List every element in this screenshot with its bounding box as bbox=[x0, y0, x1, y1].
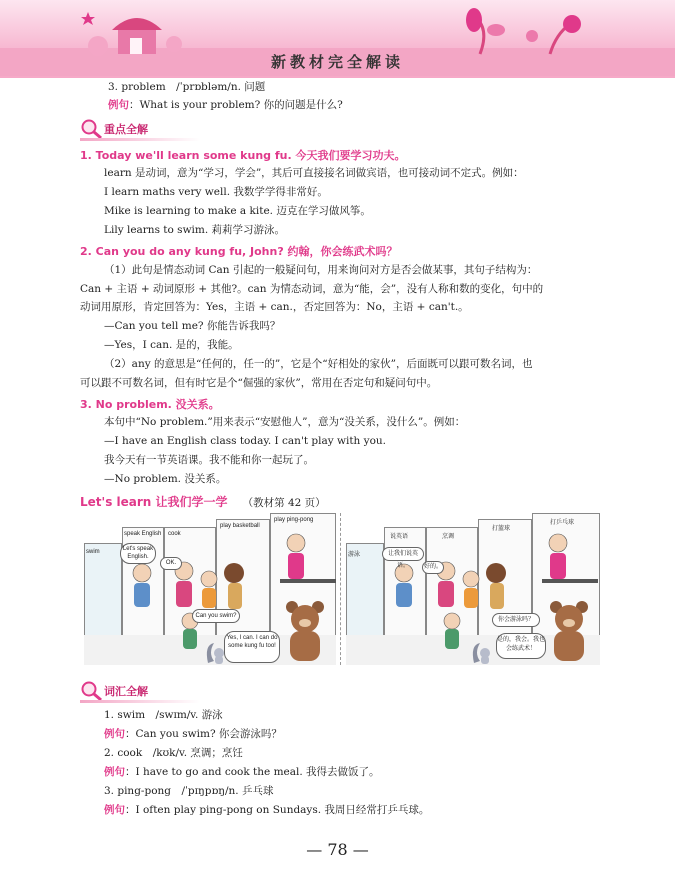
example-text: ：I often play ping-pong on Sundays. 我周日经常打乒乓球。 bbox=[125, 804, 430, 816]
bubble-lets-speak-english-cn: 让我们说英语。 bbox=[382, 547, 424, 561]
top-vocab-example bbox=[108, 98, 343, 112]
bear-icon bbox=[544, 599, 594, 665]
illustration-english bbox=[84, 513, 336, 665]
point-1-line-3: Mike is learning to make a kite. 迈克在学习做风筝。 bbox=[104, 205, 371, 217]
magnifier-icon bbox=[80, 680, 104, 702]
point-2-line-2: Can + 主语 + 动词原形 + 其他?。can 为情态动词，意为“能，会”，没有人称和数的变化，句中的 bbox=[80, 283, 544, 295]
squirrel-icon bbox=[470, 641, 492, 665]
point-2-line-1: （1）此句是情态动词 Can 引起的一般疑问句，用来询问对方是否会做某事，其句子结构为： bbox=[104, 264, 538, 276]
vocab-example bbox=[104, 803, 429, 817]
tag-speak-english: speak English bbox=[124, 531, 162, 537]
tag-swim-cn: 游泳 bbox=[348, 552, 361, 558]
bubble-yes-i-can-cn: 是的，我会。我也会练武术！ bbox=[496, 633, 546, 659]
lets-learn-heading bbox=[80, 491, 326, 510]
vocab-example bbox=[104, 765, 380, 779]
point-2-line-3: 动词用原形，肯定回答为：Yes，主语 + can.，否定回答为：No，主语 + can't.。 bbox=[80, 301, 469, 313]
example-label: 例句 bbox=[108, 99, 129, 111]
example-label: 例句 bbox=[104, 728, 125, 740]
page-header-title: 新教材完全解读 bbox=[270, 53, 404, 71]
point-3-line-4: —No problem. 没关系。 bbox=[104, 473, 227, 485]
example-text: ：I have to go and cook the meal. 我得去做饭了。 bbox=[125, 766, 380, 778]
illustration-chinese bbox=[346, 513, 600, 665]
tag-swim: swim bbox=[86, 549, 100, 555]
bubble-can-you-swim-cn: 你会游泳吗？ bbox=[492, 613, 540, 627]
point-3-title: 3. No problem. 没关系。 bbox=[80, 398, 220, 411]
tag-speak-english-cn: 说英语 bbox=[390, 534, 409, 540]
magnifier-icon bbox=[80, 118, 104, 140]
top-vocab-word: 3. problem /ˈprɒbləm/n. 问题 bbox=[108, 81, 266, 93]
lets-learn-title: Let's learn 让我们学一学 bbox=[80, 495, 228, 509]
tag-play-basketball: play basketball bbox=[220, 523, 260, 529]
section-title-vocabulary: 词汇全解 bbox=[104, 685, 148, 698]
bear-icon bbox=[280, 599, 330, 665]
illustration-divider bbox=[340, 513, 342, 665]
tag-play-ping-pong-cn: 打乒乓球 bbox=[550, 520, 575, 526]
point-2-line-6: （2）any 的意思是“任何的，任一的”，它是个“好相处的家伙”，后面既可以跟可数名词，也 bbox=[104, 358, 533, 370]
point-1-line-1: learn 是动词，意为“学习，学会”，其后可直接接名词做宾语，也可接动词不定式。例如： bbox=[104, 167, 524, 179]
bubble-can-you-swim: Can you swim? bbox=[192, 609, 240, 623]
bubble-ok: OK. bbox=[160, 557, 182, 570]
page-number: — 78 — bbox=[306, 840, 369, 859]
section-title-key-points: 重点全解 bbox=[104, 123, 148, 136]
point-1-line-4: Lily learns to swim. 莉莉学习游泳。 bbox=[104, 224, 286, 236]
vocab-word: 1. swim /swɪm/v. 游泳 bbox=[104, 709, 223, 721]
vocab-example bbox=[104, 727, 282, 741]
point-2-line-7: 可以跟不可数名词，但有时它是个“倔强的家伙”，常用在否定句和疑问句中。 bbox=[80, 377, 438, 389]
example-text: ：Can you swim? 你会游泳吗？ bbox=[125, 728, 282, 740]
example-label: 例句 bbox=[104, 766, 125, 778]
textbook-page-ref: （教材第 42 页） bbox=[242, 497, 326, 509]
tag-cook: cook bbox=[168, 531, 181, 537]
vocab-word: 3. ping-pong /ˈpɪŋpɒŋ/n. 乒乓球 bbox=[104, 785, 274, 797]
point-3-line-3: 我今天有一节英语课。我不能和你一起玩了。 bbox=[104, 454, 314, 466]
example-text: ：What is your problem? 你的问题是什么? bbox=[129, 99, 343, 111]
example-label: 例句 bbox=[104, 804, 125, 816]
squirrel-icon bbox=[204, 641, 226, 665]
tag-play-basketball-cn: 打篮球 bbox=[492, 526, 511, 532]
tag-cook-cn: 烹调 bbox=[442, 534, 455, 540]
section-underline bbox=[80, 138, 200, 141]
vocab-word: 2. cook /kʊk/v. 烹调；烹饪 bbox=[104, 747, 243, 759]
section-underline bbox=[80, 700, 200, 703]
bubble-yes-i-can: Yes, I can. I can do some kung fu too! bbox=[224, 631, 280, 663]
point-1-title: 1. Today we'll learn some kung fu. 今天我们要学习功夫。 bbox=[80, 149, 406, 162]
point-3-line-2: —I have an English class today. I can't play with you. bbox=[104, 435, 387, 447]
bubble-ok-cn: 好的。 bbox=[422, 561, 444, 574]
tag-play-ping-pong: play ping-pong bbox=[274, 517, 314, 523]
point-2-title: 2. Can you do any kung fu, John? 约翰，你会练武术吗？ bbox=[80, 245, 398, 258]
point-2-line-5: —Yes，I can. 是的，我能。 bbox=[104, 339, 239, 351]
point-2-line-4: —Can you tell me? 你能告诉我吗？ bbox=[104, 320, 281, 332]
point-3-line-1: 本句中“No problem.”用来表示“安慰他人”，意为“没关系，没什么”。例如： bbox=[104, 416, 466, 428]
point-1-line-2: I learn maths very well. 我数学学得非常好。 bbox=[104, 186, 328, 198]
bubble-lets-speak-english: Let's speak English. bbox=[120, 543, 156, 564]
